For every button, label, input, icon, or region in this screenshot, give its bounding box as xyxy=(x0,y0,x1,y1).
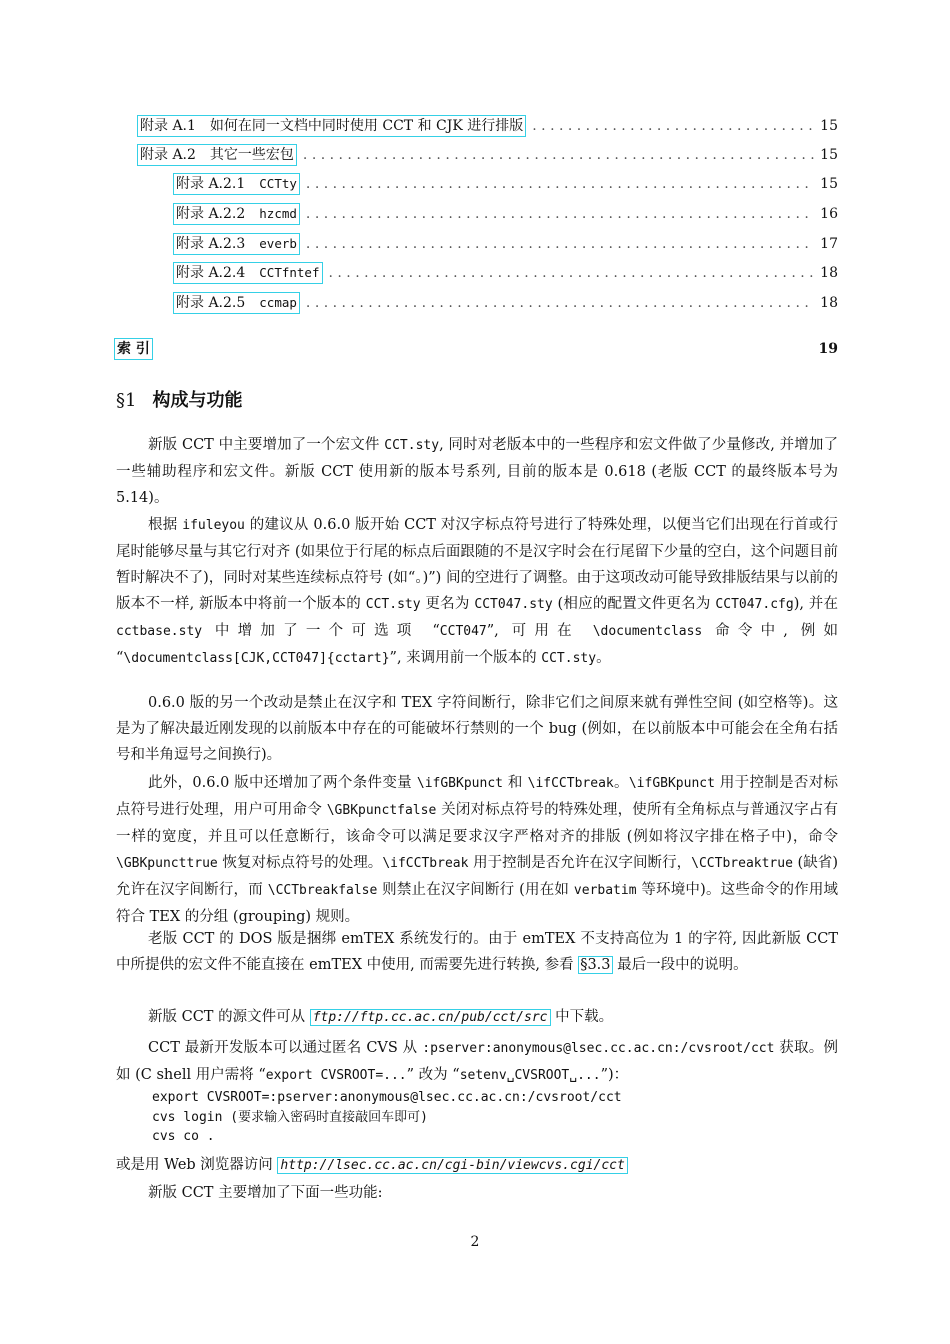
toc-entry-a21[interactable] xyxy=(173,172,838,196)
toc-page-number: 18 xyxy=(820,295,838,311)
toc-leader xyxy=(300,295,814,311)
paragraph-9: 新版 CCT 主要增加了下面一些功能: xyxy=(148,1185,383,1201)
tex-logo: TEX xyxy=(149,909,181,925)
toc-link[interactable]: 附录 A.2.5 ccmap xyxy=(173,292,300,314)
toc-link[interactable]: 附录 A.2.1 CCTty xyxy=(173,173,300,195)
paragraph-1: 新版 CCT 中主要增加了一个宏文件 CCT.sty, 同时对老版本中的一些程序和宏文件做了少量修改, 并增加了一些辅助程序和宏文件。新版 CCT 使用新的版本号系列, 目前的版本是 0.618 (老版 CCT 的最终版本号为 5.14)。 xyxy=(116,437,838,506)
toc-entry-a1[interactable] xyxy=(137,114,838,138)
web-link[interactable]: http://lsec.cc.ac.cn/cgi-bin/viewcvs.cgi/cct xyxy=(277,1157,627,1174)
section-title-text: 构成与功能 xyxy=(152,390,243,411)
toc-page-number: 19 xyxy=(818,341,838,357)
paragraph-6: 新版 CCT 的源文件可从 ftp://ftp.cc.ac.cn/pub/cct/src 中下载。 xyxy=(148,1009,614,1025)
toc-leader xyxy=(297,147,814,163)
toc-link[interactable]: 附录 A.1 如何在同一文档中同时使用 CCT 和 CJK 进行排版 xyxy=(137,115,526,137)
toc-link[interactable]: 附录 A.2.4 CCTfntef xyxy=(173,262,323,284)
toc-leader xyxy=(526,118,814,134)
toc-entry-a25[interactable] xyxy=(173,291,838,315)
code-block xyxy=(152,1088,622,1147)
paragraph-8: 或是用 Web 浏览器访问 http://lsec.cc.ac.cn/cgi-bin/viewcvs.cgi/cct xyxy=(116,1152,838,1179)
section-ref-link[interactable]: §3.3 xyxy=(580,957,611,973)
toc-page-number: 16 xyxy=(820,206,838,222)
paragraph-2: 根据 ifuleyou 的建议从 0.6.0 版开始 CCT 对汉字标点符号进行了特殊处理，以便当它们出现在行首或行尾时能够尽量与其它行对齐 (如果位于行尾的标点后面跟随的不是汉字时会在行尾留下少量的空白，这个问题目前暂时解决不了)，同时对某些连续标点符号 (如“。)”) 间的空进行了调整。由于这项改动可能导致排版结果与以前的版本不一样, 新版本中将前一个版本的 CCT.sty 更名为 CCT047.sty (相应的配置文件更名为 CCT047.cfg), 并在 cctbase.sty 中增加了一个可选项 “CCT047”, 可用在 \documentclass 命令中, 例如 “\documentclass[CJK,CCT047]{cctart}”, 来调用前一个版本的 CCT.sty。 xyxy=(116,517,839,666)
toc-page-number: 15 xyxy=(820,176,838,192)
code-line: cvs co . xyxy=(152,1129,215,1144)
toc-entry-a22[interactable] xyxy=(173,202,838,226)
toc-leader xyxy=(323,265,815,281)
toc-link[interactable]: 附录 A.2 其它一些宏包 xyxy=(137,144,297,166)
toc-link-index[interactable]: 索 引 xyxy=(114,338,153,360)
toc-page-number: 15 xyxy=(820,118,838,134)
toc-leader xyxy=(300,236,814,252)
section-heading xyxy=(116,386,242,412)
page-number: 2 xyxy=(470,1234,480,1250)
paragraph-5: 老版 CCT 的 DOS 版是捆绑 emTEX 系统发行的。由于 emTEX 不支持高位为 1 的字符, 因此新版 CCT 中所提供的宏文件不能直接在 emTEX 中使用, 而需要先进行转换, 参看 §3.3 最后一段中的说明。 xyxy=(116,931,838,973)
section-number: §1 xyxy=(116,390,137,411)
toc-entry-a24[interactable] xyxy=(173,261,838,285)
toc-page-number: 15 xyxy=(820,147,838,163)
toc-entry-a23[interactable] xyxy=(173,232,838,256)
toc-leader xyxy=(300,176,814,192)
paragraph-4: 此外，0.6.0 版中还增加了两个条件变量 \ifGBKpunct 和 \ifCCTbreak。\ifGBKpunct 用于控制是否对标点符号进行处理，用户可用命令 \GBKpunctfalse 关闭对标点符号的特殊处理，使所有全角标点与普通汉字占有一样的宽度，并且可以任意断行，该命令可以满足要求汉字严格对齐的排版 (例如将汉字排在格子中)，命令 \GBKpuncttrue 恢复对标点符号的处理。\ifCCTbreak 用于控制是否允许在汉字间断行，\CCTbreaktrue (缺省) 允许在汉字间断行，而 \CCTbreakfalse 则禁止在汉字间断行 (用在如 verbatim 等环境中)。这些命令的作用域符合 TEX 的分组 (grouping) 规则。 xyxy=(116,775,839,925)
toc-leader xyxy=(300,206,814,222)
code-line: cvs login (要求输入密码时直接敲回车即可) xyxy=(152,1109,428,1125)
tex-logo: TEX xyxy=(401,695,433,711)
toc-page-number: 17 xyxy=(820,236,838,252)
toc-entry-index[interactable] xyxy=(114,337,838,361)
ftp-link[interactable]: ftp://ftp.cc.ac.cn/pub/cct/src xyxy=(310,1009,551,1026)
toc-page-number: 18 xyxy=(820,265,838,281)
toc-entry-a2[interactable] xyxy=(137,143,838,167)
toc-link[interactable]: 附录 A.2.3 everb xyxy=(173,233,300,255)
paragraph-7: CCT 最新开发版本可以通过匿名 CVS 从 :pserver:anonymous@lsec.cc.ac.cn:/cvsroot/cct 获取。例如 (C shell 用户需将 “export CVSROOT=...” 改为 “setenv␣CVSROOT␣...”)： xyxy=(116,1040,839,1083)
toc-link[interactable]: 附录 A.2.2 hzcmd xyxy=(173,203,300,225)
paragraph-3: 0.6.0 版的另一个改动是禁止在汉字和 TEX 字符间断行，除非它们之间原来就有弹性空间 (如空格等)。这是为了解决最近刚发现的以前版本中存在的可能破坏行禁则的一个 bug (例如，在以前版本中可能会在全角右括号和半角逗号之间换行)。 xyxy=(116,695,838,763)
code-line: export CVSROOT=:pserver:anonymous@lsec.cc.ac.cn:/cvsroot/cct xyxy=(152,1090,622,1105)
